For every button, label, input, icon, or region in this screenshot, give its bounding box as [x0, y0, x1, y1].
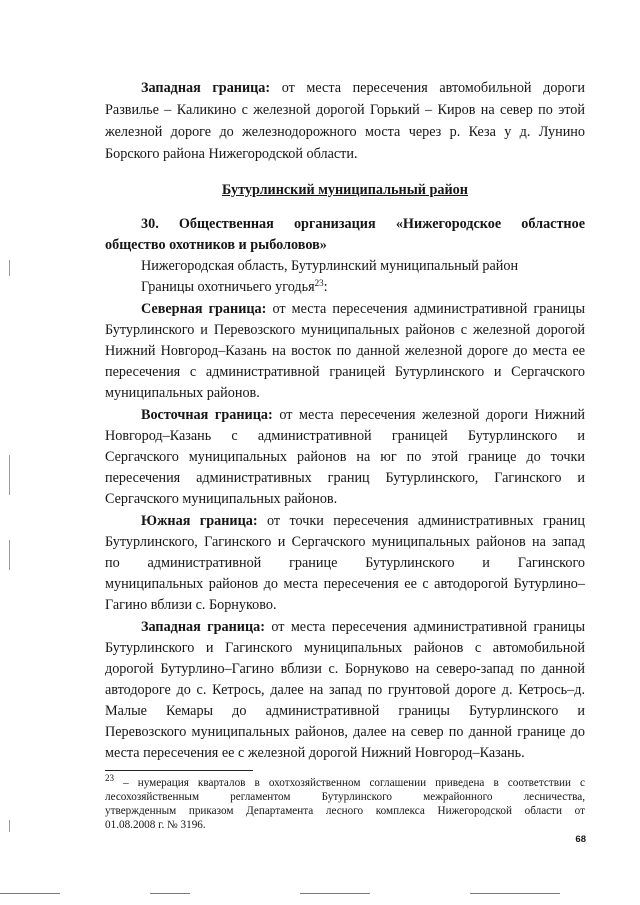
footnote-line-4: 01.08.2008 г. № 3196. — [105, 819, 206, 831]
item-number: 30. — [141, 216, 159, 232]
east-label: Восточная граница: — [141, 407, 273, 423]
south-line-1 — [141, 512, 585, 531]
page-number: 68 — [575, 834, 586, 845]
east-line-3: Сергачского муниципальных районов на юг по этой границе до точки — [105, 449, 585, 465]
footnote-line-2: лесохозяйственным регламентом Бутурлинского межрайонного лесничества, — [105, 791, 585, 803]
west2-label: Западная граница: — [141, 619, 265, 635]
footnote-rule — [105, 770, 253, 771]
footnote-line-3: утвержденным приказом Департамента лесного комплекса Нижегородской области от — [105, 805, 585, 817]
scan-edge-mark — [9, 820, 10, 832]
west2-line-3: дорогой Бутурлино–Гагино вблизи с. Борнуково на северо-запад по данной — [105, 661, 585, 677]
scan-bottom-edge — [0, 893, 640, 894]
west1-text: от места пересечения автомобильной дороги — [281, 80, 586, 96]
south-line-3: по административной границе Бутурлинского и Гагинского — [105, 555, 585, 571]
bounds-colon: : — [323, 279, 328, 295]
north-line-2: Бутурлинского и Перевозского муниципальных районов с железной дорогой — [105, 322, 585, 338]
west2-text: от места пересечения административной границы — [271, 619, 585, 635]
east-text: от места пересечения железной дороги Нижний — [279, 407, 586, 423]
south-line-5: Гагино вблизи с. Борнуково. — [105, 597, 277, 613]
west1-line-3: железной дороге до железнодорожного моста через р. Кеза у д. Лунино — [105, 124, 585, 140]
footnote-marker: 23 — [105, 773, 114, 783]
east-line-4: пересечения административных границ Бутурлинского, Гагинского и — [105, 470, 585, 486]
south-line-4: муниципальных районов до места пересечения ее с автодорогой Бутурлино– — [105, 576, 585, 592]
north-text: от места пересечения административной границы — [272, 301, 585, 317]
south-line-2: Бутурлинского, Гагинского и Сергачского муниципальных районов на запад — [105, 534, 585, 550]
west2-line-2: Бутурлинского и Гагинского муниципальных районов с автомобильной — [105, 640, 585, 656]
west2-line-6: Перевозского муниципальных районов, далее на север по данной границе до — [105, 724, 585, 740]
west1-line-4: Борского района Нижегородской области. — [105, 146, 358, 162]
item-bounds — [141, 278, 585, 297]
item-title-1: Общественная организация «Нижегородское областное — [178, 216, 585, 232]
west2-line-7: места пересечения ее с железной дорогой Нижний Новгород–Казань. — [105, 745, 525, 761]
section-title: Бутурлинский муниципальный район — [222, 182, 468, 198]
footnote-text-1: – нумерация кварталов в охотхозяйственном соглашении приведена в соответствии с — [123, 777, 586, 789]
south-label: Южная граница: — [141, 513, 258, 529]
west2-line-4: автодороге до с. Кетрось, далее на запад по грунтовой дороге д. Кетрось–д. — [105, 682, 585, 698]
scan-edge-mark — [9, 260, 10, 276]
north-line-5: муниципальных районов. — [105, 385, 260, 401]
bounds-label: Границы охотничьего угодья — [141, 279, 315, 295]
north-line-4: пересечения с административной границей Бутурлинского и Сергачского — [105, 364, 585, 380]
item-heading-line-1 — [141, 215, 585, 234]
footnote-ref: 23 — [314, 278, 324, 288]
west1-line-1 — [141, 79, 585, 98]
east-line-2: Новгород–Казань с административной границей Бутурлинского и — [105, 428, 585, 444]
footnote-line-1 — [105, 773, 586, 791]
west2-line-5: Малые Кемары до административной границы Бутурлинского и — [105, 703, 585, 719]
north-line-1 — [141, 300, 585, 319]
scan-edge-mark — [9, 540, 10, 570]
south-text: от точки пересечения административных границ — [267, 513, 585, 529]
north-line-3: Нижний Новгород–Казань на восток по данной железной дороге до места ее — [105, 343, 585, 359]
item-region: Нижегородская область, Бутурлинский муниципальный район — [141, 258, 519, 274]
west1-label: Западная граница: — [141, 80, 271, 96]
west2-line-1 — [141, 618, 585, 637]
east-line-5: Сергачского муниципальных районов. — [105, 491, 338, 507]
east-line-1 — [141, 406, 585, 425]
item-heading-line-2: общество охотников и рыболовов» — [105, 237, 327, 253]
scan-edge-mark — [9, 455, 10, 495]
west1-line-2: Развилье – Каликино с железной дорогой Горький – Киров на север по этой — [105, 102, 585, 118]
north-label: Северная граница: — [141, 301, 267, 317]
